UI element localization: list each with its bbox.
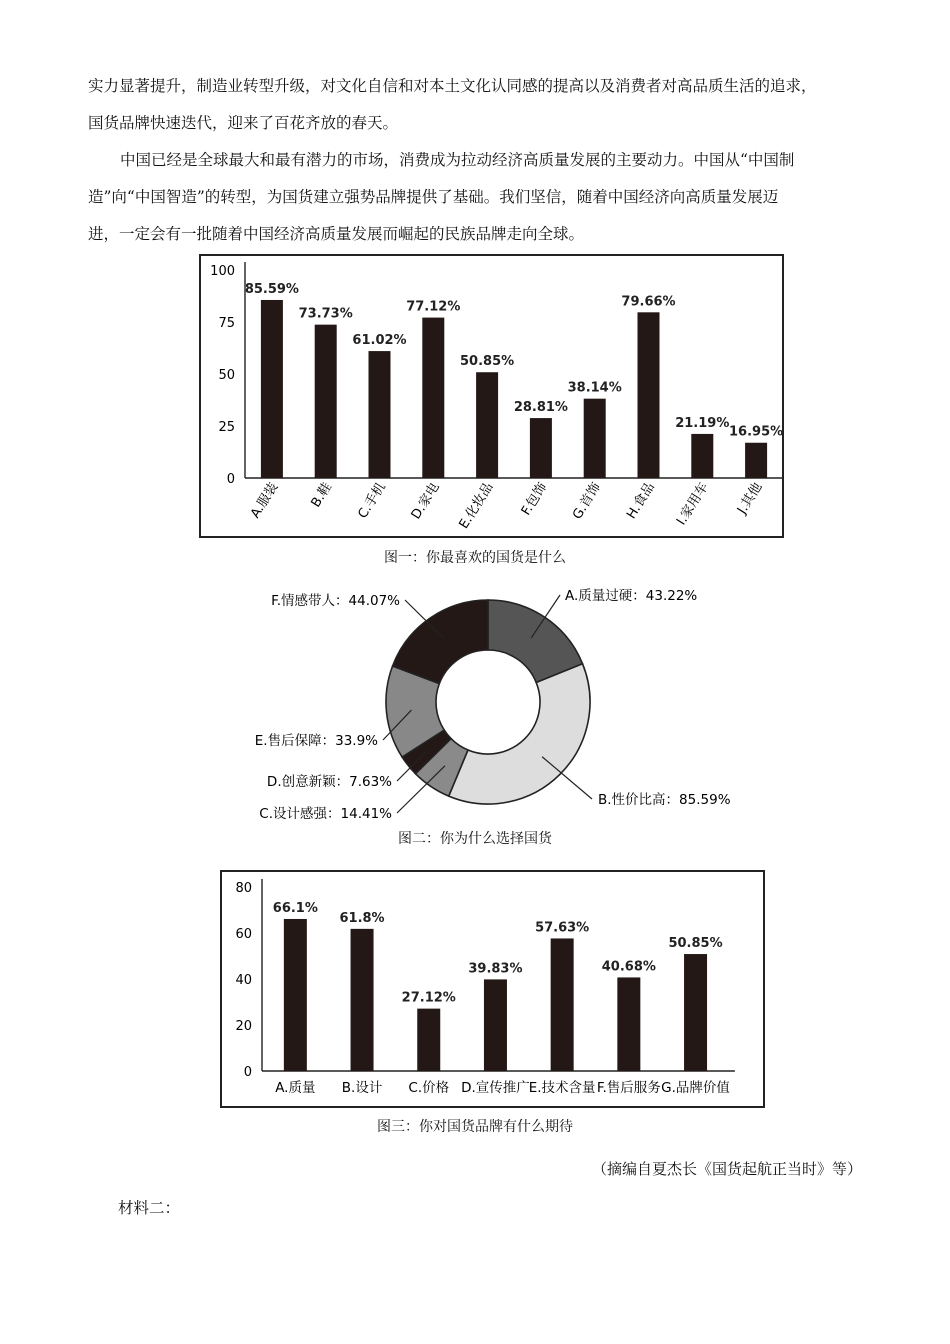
- x-tick-label: F.售后服务: [596, 1080, 661, 1096]
- bar: [691, 434, 713, 478]
- y-tick-label: 50: [218, 368, 235, 383]
- source-citation: （摘编自夏杰长《国货起航正当时》等）: [591, 1160, 862, 1178]
- x-tick-label: D.宣传推广: [461, 1080, 530, 1096]
- bar: [745, 443, 767, 478]
- x-tick-label: E.技术含量: [528, 1080, 596, 1096]
- figure-3-caption: 图三：你对国货品牌有什么期待: [377, 1119, 573, 1135]
- bar: [584, 399, 606, 478]
- slice-label: E.售后保障：33.9%: [254, 733, 378, 749]
- bar: [417, 1009, 440, 1071]
- y-tick-label: 60: [235, 927, 252, 942]
- data-label: 66.1%: [272, 900, 318, 916]
- slice-label: F.情感带人：44.07%: [271, 593, 400, 609]
- y-tick-label: 75: [218, 316, 235, 331]
- y-tick-label: 40: [235, 973, 252, 988]
- bar: [617, 977, 640, 1071]
- data-label: 77.12%: [406, 299, 461, 315]
- x-tick-label: A.质量: [275, 1080, 316, 1096]
- bar: [476, 372, 498, 478]
- y-tick-label: 20: [235, 1019, 252, 1034]
- y-tick-label: 0: [243, 1065, 252, 1080]
- paragraph-2-line-2: 造”向“中国智造”的转型，为国货建立强势品牌提供了基础。我们坚信，随着中国经济向高质量发展迈: [88, 188, 779, 206]
- x-tick-label: B.鞋: [308, 480, 336, 511]
- y-tick-label: 100: [210, 264, 235, 279]
- figure-3-chart: [220, 870, 765, 1108]
- bar: [261, 300, 283, 478]
- slice-label: C.设计感强：14.41%: [259, 806, 392, 822]
- data-label: 73.73%: [298, 306, 353, 322]
- paragraph-2-line-1: 中国已经是全球最大和最有潜力的市场，消费成为拉动经济高质量发展的主要动力。中国从“中国制: [120, 151, 795, 169]
- data-label: 27.12%: [401, 990, 456, 1006]
- donut-slice: [449, 664, 590, 804]
- slice-label: A.质量过硬：43.22%: [565, 588, 698, 604]
- data-label: 16.95%: [729, 424, 782, 440]
- paragraph-2: [88, 142, 863, 253]
- bar: [684, 954, 707, 1071]
- y-tick-label: 80: [235, 881, 252, 896]
- x-tick-label: A.服装: [248, 480, 282, 522]
- bar: [551, 938, 574, 1071]
- bar: [484, 979, 507, 1071]
- x-tick-label: E.化妆品: [456, 480, 497, 532]
- x-tick-label: C.价格: [408, 1080, 450, 1096]
- y-tick-label: 25: [218, 420, 235, 435]
- data-label: 28.81%: [513, 400, 568, 416]
- data-label: 50.85%: [668, 936, 723, 952]
- paragraph-2-line-3: 进，一定会有一批随着中国经济高质量发展而崛起的民族品牌走向全球。: [88, 225, 585, 243]
- paragraph-1-line-2: 国货品牌快速迭代，迎来了百花齐放的春天。: [88, 114, 399, 132]
- figure-1-svg: [201, 256, 782, 536]
- bar: [369, 351, 391, 478]
- data-label: 61.02%: [352, 333, 407, 349]
- y-tick-label: 0: [226, 472, 235, 487]
- paragraph-1-line-1: 实力显著提升，制造业转型升级，对文化自信和对本土文化认同感的提高以及消费者对高品质生活的追求，: [88, 77, 817, 95]
- data-label: 38.14%: [567, 380, 622, 396]
- data-label: 79.66%: [621, 294, 676, 310]
- paragraph-1: [88, 68, 863, 142]
- slice-label: B.性价比高：85.59%: [598, 792, 731, 808]
- figure-2-donut-chart: [230, 580, 770, 830]
- bar: [530, 418, 552, 478]
- bar: [422, 318, 444, 478]
- data-label: 40.68%: [601, 959, 656, 975]
- bar: [315, 325, 337, 478]
- bar: [351, 929, 374, 1071]
- x-tick-label: I.家用车: [674, 480, 712, 528]
- data-label: 57.63%: [535, 920, 590, 936]
- data-label: 61.8%: [339, 910, 385, 926]
- x-tick-label: J.其他: [734, 480, 766, 517]
- figure-1-caption: 图一：你最喜欢的国货是什么: [384, 550, 566, 566]
- x-tick-label: B.设计: [341, 1080, 383, 1096]
- material-2-heading: 材料二：: [118, 1199, 181, 1217]
- x-tick-label: G.品牌价值: [661, 1080, 730, 1096]
- bar: [284, 919, 307, 1071]
- data-label: 50.85%: [460, 354, 515, 370]
- x-tick-label: F.包饰: [518, 480, 551, 519]
- bar: [638, 312, 660, 478]
- x-tick-label: D.家电: [408, 480, 443, 523]
- data-label: 85.59%: [244, 281, 299, 297]
- data-label: 21.19%: [675, 415, 730, 431]
- figure-2-caption: 图二：你为什么选择国货: [398, 831, 552, 847]
- donut-slice: [393, 600, 488, 684]
- figure-1-chart: [199, 254, 784, 538]
- figure-3-svg: [222, 872, 763, 1106]
- slice-label: D.创意新颖：7.63%: [266, 774, 392, 790]
- x-tick-label: H.食品: [624, 480, 658, 522]
- x-tick-label: G.首饰: [570, 480, 605, 523]
- data-label: 39.83%: [468, 961, 523, 977]
- x-tick-label: C.手机: [355, 480, 389, 522]
